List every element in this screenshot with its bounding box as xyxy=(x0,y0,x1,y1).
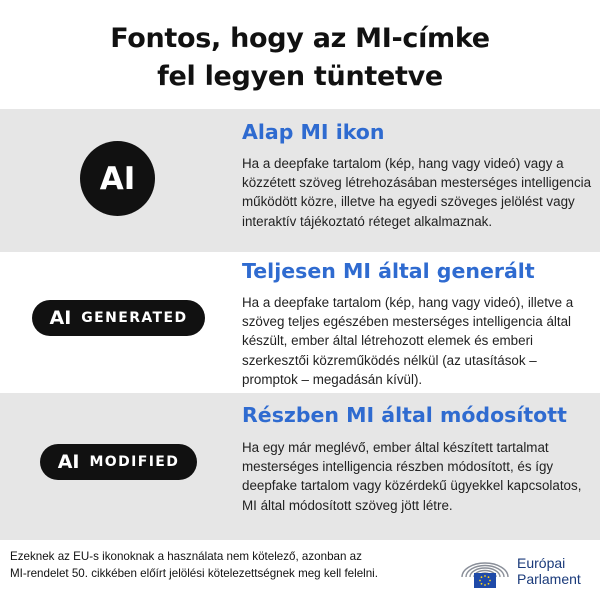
footer-line-1: Ezeknek az EU-s ikonoknak a használata nem kötelező, azonban az xyxy=(10,550,362,563)
footer-note xyxy=(10,548,450,582)
badge-ai-text: AI xyxy=(49,307,72,329)
section-heading: Részben MI által módosított xyxy=(242,403,567,427)
ai-circle-text: AI xyxy=(99,160,136,197)
badge-word-text: MODIFIED xyxy=(89,454,180,470)
logo-name-line-2: Parlament xyxy=(517,571,581,587)
section-description: Ha a deepfake tartalom (kép, hang vagy videó), illetve a szöveg teljes egészében mesterséges intelligencia által készült, ember által létrehozott elemek és emberi szerkesztői közreműködés nélkül (az utasítások – promptok – megadásán kívül). xyxy=(242,295,574,387)
title-line-1: Fontos, hogy az MI-címke xyxy=(110,23,490,54)
page-title xyxy=(0,20,600,96)
section-basic-ai-icon xyxy=(0,109,600,252)
section-heading: Alap MI ikon xyxy=(242,120,385,144)
section-heading: Teljesen MI által generált xyxy=(242,259,535,283)
title-line-2: fel legyen tüntetve xyxy=(157,61,443,92)
section-ai-modified xyxy=(0,393,600,540)
footer-line-2: MI-rendelet 50. cikkében előírt jelölési kötelezettségnek meg kell felelni. xyxy=(10,567,378,580)
ai-generated-badge-icon xyxy=(32,300,205,336)
badge-ai-text: AI xyxy=(57,451,80,473)
logo-name-line-1: Európai xyxy=(517,555,566,571)
section-ai-generated xyxy=(0,252,600,393)
european-parliament-name xyxy=(517,555,581,587)
ai-modified-badge-icon xyxy=(40,444,197,480)
european-parliament-logo-icon xyxy=(460,550,510,590)
section-description: Ha a deepfake tartalom (kép, hang vagy videó) vagy a közzétett szöveg létrehozásában mesterséges intelligencia működött közre, illetve ha egyedi szöveges jelölést vagy interaktív tájékoztató réteget alkalmaznak. xyxy=(242,156,592,229)
ai-circle-icon xyxy=(80,141,155,216)
section-description: Ha egy már meglévő, ember által készített tartalmat mesterséges intelligencia részben módosított, és így deepfake tartalom vagy közérdekű ügyekkel kapcsolatos, MI által módosított szöveg jött létre. xyxy=(242,440,582,513)
badge-word-text: GENERATED xyxy=(81,310,188,326)
